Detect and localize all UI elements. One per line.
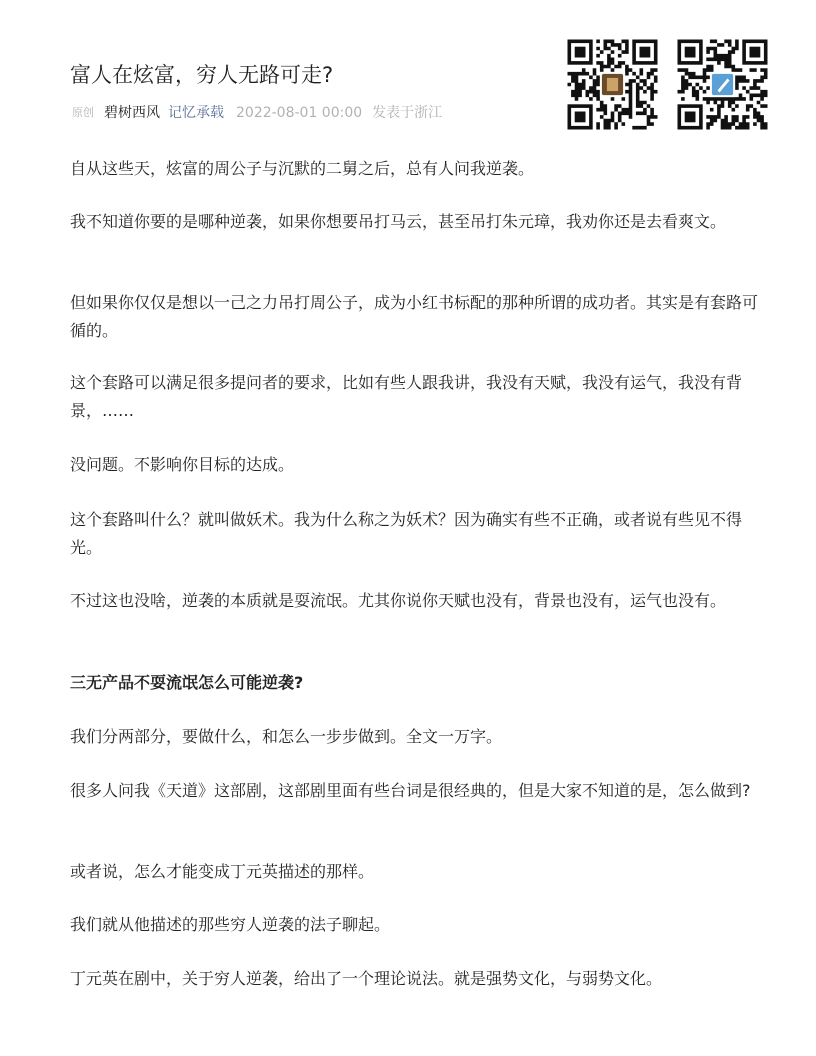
- paragraph: 这个套路叫什么？就叫做妖术。我为什么称之为妖术？因为确实有些不正确，或者说有些见不得光。: [70, 510, 743, 557]
- paragraph: 我们分两部分，要做什么，和怎么一步步做到。全文一万字。: [70, 727, 503, 746]
- paragraph: 丁元英在剧中，关于穷人逆袭，给出了一个理论说法。就是强势文化，与弱势文化。: [70, 969, 663, 988]
- qr-finder-center: [575, 112, 586, 123]
- article-title: 富人在炫富，穷人无路可走?: [70, 63, 334, 87]
- paragraph: 或者说，怎么才能变成丁元英描述的那样。: [70, 862, 375, 881]
- original-tag: 原创: [72, 106, 94, 119]
- book-glyph: [607, 78, 618, 91]
- paragraph: 我不知道你要的是哪种逆袭，如果你想要吊打马云，甚至吊打朱元璋，我劝你还是去看爽文。: [70, 212, 727, 231]
- qr-code-with-book-logo-icon: [566, 38, 659, 131]
- qr-finder-center: [750, 47, 761, 58]
- qr-code-graphic: [676, 38, 769, 131]
- section-heading: 三无产品不耍流氓怎么可能逆袭?: [70, 673, 304, 692]
- qr-finder-center: [685, 47, 696, 58]
- publish-location: 发表于浙江: [372, 105, 443, 121]
- article-meta: [72, 103, 442, 123]
- author-name: 碧树西风: [104, 105, 160, 121]
- paragraph: 自从这些天，炫富的周公子与沉默的二舅之后，总有人问我逆袭。: [70, 159, 535, 178]
- publish-datetime: 2022-08-01 00:00: [236, 105, 363, 121]
- paragraph: 这个套路可以满足很多提问者的要求，比如有些人跟我讲，我没有天赋，我没有运气，我没有背景，……: [70, 373, 743, 420]
- qr-finder-center: [575, 47, 586, 58]
- qr-code-with-pen-logo-icon: [676, 38, 769, 131]
- paragraph: 不过这也没啥，逆袭的本质就是耍流氓。尤其你说你天赋也没有，背景也没有，运气也没有。: [70, 591, 727, 610]
- paragraph: 很多人问我《天道》这部剧，这部剧里面有些台词是很经典的，但是大家不知道的是，怎么做到?: [70, 781, 751, 800]
- qr-code-graphic: [566, 38, 659, 131]
- paragraph: 我们就从他描述的那些穷人逆袭的法子聊起。: [70, 915, 391, 934]
- qr-finder-center: [640, 47, 651, 58]
- account-link[interactable]: 记忆承载: [168, 105, 224, 121]
- qr-finder-center: [685, 112, 696, 123]
- paragraph: 没问题。不影响你目标的达成。: [70, 455, 295, 474]
- paragraph: 但如果你仅仅是想以一己之力吊打周公子，成为小红书标配的那种所谓的成功者。其实是有套路可循的。: [70, 293, 759, 340]
